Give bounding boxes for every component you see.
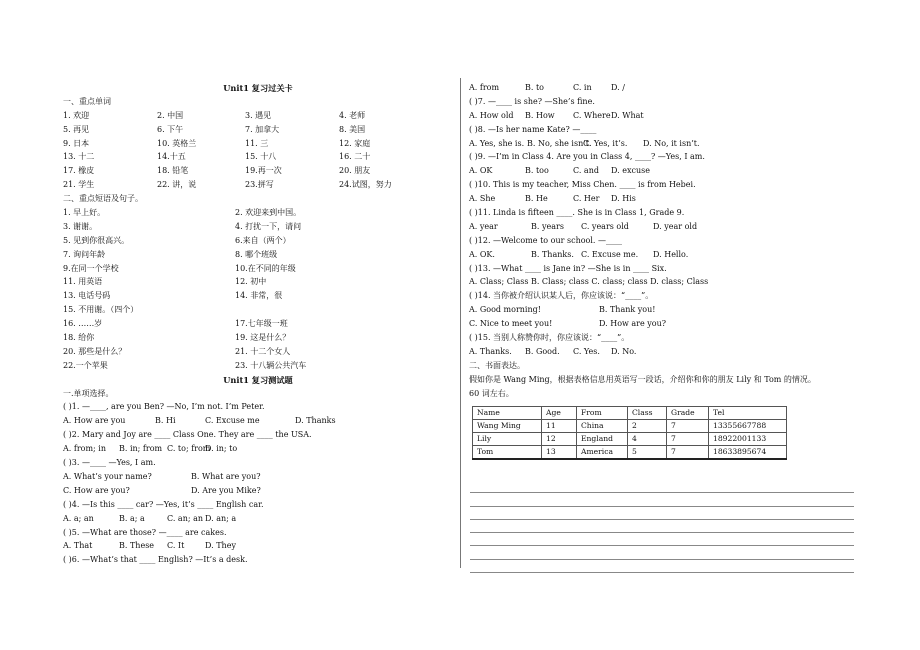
option: C. Nice to meet you! <box>469 319 553 329</box>
question-1-options <box>63 417 453 431</box>
writing-word-count: 60 词左右。 <box>469 388 514 398</box>
phrase-item: 22.一个苹果 <box>63 360 108 370</box>
word-item: 13. 十二 <box>63 152 95 162</box>
option: B. to <box>525 83 544 92</box>
table-cell: 18922001133 <box>709 433 787 446</box>
writing-area[interactable] <box>470 480 854 573</box>
phrase-item: 4. 打扰一下，请问 <box>235 221 302 231</box>
table-cell: America <box>577 446 628 460</box>
option: A. from; in <box>63 444 106 454</box>
table-cell: 12 <box>542 433 577 446</box>
phrase-item: 16. ……岁 <box>63 319 103 329</box>
option: C. Yes, it’s. <box>583 138 628 148</box>
phrases-row <box>63 320 453 334</box>
option: C. How are you? <box>63 485 130 495</box>
question-6-options <box>469 84 859 98</box>
question-2: ( )2. Mary and Joy are ____ Class One. They are ____ the USA. <box>63 430 312 440</box>
table-cell: 7 <box>667 420 709 433</box>
option: D. They <box>205 541 236 551</box>
word-item: 22. 讲，说 <box>157 180 197 190</box>
phrases-row <box>63 251 453 265</box>
option: B. Thanks. <box>531 249 574 259</box>
option: D. Are you Mike? <box>191 485 261 495</box>
word-item: 4. 老师 <box>339 110 366 120</box>
question-10: ( )10. This is my teacher, Miss Chen. ____ is from Hebei. <box>469 180 696 190</box>
option: C. an; an <box>167 513 204 523</box>
phrases-row <box>63 348 453 362</box>
option: D. an; a <box>205 513 237 523</box>
phrases-row <box>63 362 453 376</box>
word-item: 24.试图，努力 <box>339 180 392 190</box>
question-14-options-2 <box>469 320 859 334</box>
phrases-row <box>63 334 453 348</box>
option: C. Her <box>573 194 600 204</box>
phrases-row <box>63 223 453 237</box>
question-11: ( )11. Linda is fifteen ____. She is in Class 1, Grade 9. <box>469 208 685 218</box>
word-item: 23.拼写 <box>245 180 274 190</box>
word-item: 5. 再见 <box>63 124 90 134</box>
option: A. She <box>469 194 496 204</box>
option: C. Yes. <box>573 346 600 356</box>
key-words-heading: 一、重点单词 <box>63 96 111 106</box>
option: A. Good morning! <box>469 305 541 315</box>
writing-line <box>470 546 854 559</box>
question-14-options <box>469 306 859 320</box>
writing-line <box>470 480 854 493</box>
word-item: 7. 加拿大 <box>245 124 280 134</box>
writing-line <box>470 560 854 573</box>
table-row <box>473 446 787 460</box>
writing-line <box>470 520 854 533</box>
option: A. a; an <box>63 513 94 523</box>
option: D. No. <box>611 346 637 356</box>
phrase-item: 23. 十八辆公共汽车 <box>235 360 307 370</box>
table-cell: 13 <box>542 446 577 460</box>
option: C. It <box>167 541 185 551</box>
table-row <box>473 420 787 433</box>
phrase-item: 3. 谢谢。 <box>63 221 98 231</box>
phrases-row <box>63 209 453 223</box>
option: B. Thank you! <box>599 305 656 315</box>
question-3-options-2 <box>63 487 453 501</box>
table-cell: England <box>577 433 628 446</box>
table-cell: 11 <box>542 420 577 433</box>
option: B. How <box>525 110 555 120</box>
word-item: 9. 日本 <box>63 138 90 148</box>
question-15-options <box>469 348 859 362</box>
phrases-row <box>63 237 453 251</box>
question-10-options <box>469 195 859 209</box>
option: A. year <box>469 221 498 231</box>
question-9-options <box>469 167 859 181</box>
phrase-item: 8. 哪个班级 <box>235 249 278 259</box>
table-cell: 4 <box>628 433 667 446</box>
option: A. What’s your name? <box>63 471 152 481</box>
word-item: 15. 十八 <box>245 152 277 162</box>
word-item: 16. 二十 <box>339 152 371 162</box>
phrase-item: 17.七年级一班 <box>235 319 288 329</box>
option: D. Hello. <box>653 249 689 259</box>
phrase-item: 5. 见到你很高兴。 <box>63 235 130 245</box>
header-cell: Grade <box>667 407 709 420</box>
word-item: 6. 下午 <box>157 124 184 134</box>
left-column <box>63 84 453 570</box>
option: C. to; from <box>167 444 211 454</box>
option: D. What <box>611 110 644 120</box>
info-table <box>472 406 787 460</box>
option: D. in; to <box>205 444 238 454</box>
option: A. How are you <box>63 416 126 426</box>
header-cell: Tel <box>709 407 787 420</box>
option: D. How are you? <box>599 319 667 329</box>
word-item: 10. 英格兰 <box>157 138 197 148</box>
word-item: 3. 遇见 <box>245 110 272 120</box>
option: B. a; a <box>119 513 145 523</box>
option: D. No, it isn’t. <box>643 138 700 148</box>
option: D. year old <box>653 221 698 231</box>
question-4-options <box>63 515 453 529</box>
question-3-options <box>63 473 453 487</box>
option: C. years old <box>581 221 629 231</box>
writing-prompt: 假如你是 Wang Ming，根据表格信息用英语写一段话，介绍你和你的朋友 Lily 和 Tom 的情况。 <box>469 374 816 384</box>
option: A. Thanks. <box>469 346 512 356</box>
header-cell: From <box>577 407 628 420</box>
table-cell: Wang Ming <box>473 420 542 433</box>
writing-line <box>470 493 854 506</box>
option: C. Excuse me <box>205 416 260 426</box>
option: A. That <box>63 541 93 551</box>
question-15: ( )15. 当别人称赞你时，你应该说：“____”。 <box>469 333 630 343</box>
table-cell: Lily <box>473 433 542 446</box>
phrase-item: 13. 电话号码 <box>63 291 111 301</box>
phrase-item: 14. 非常，很 <box>235 291 283 301</box>
word-item: 2. 中国 <box>157 110 184 120</box>
phrase-item: 15. 不用谢。（四个） <box>63 305 139 315</box>
option: B. He <box>525 194 548 204</box>
table-cell: China <box>577 420 628 433</box>
option: B. No, she isn’t. <box>527 138 592 148</box>
table-cell: Tom <box>473 446 542 460</box>
phrase-item: 6.来自（两个） <box>235 235 291 245</box>
option: D. excuse <box>611 166 650 176</box>
phrase-item: 9.在同一个学校 <box>63 263 119 273</box>
phrase-item: 2. 欢迎来到中国。 <box>235 208 302 218</box>
question-14: ( )14. 当你被介绍认识某人后，你应该说：“____”。 <box>469 291 654 301</box>
option: C. in <box>573 83 592 92</box>
writing-line <box>470 507 854 520</box>
word-item: 17. 橡皮 <box>63 166 95 176</box>
table-header-row <box>473 407 787 420</box>
option: C. Excuse me. <box>581 249 639 259</box>
question-5: ( )5. —What are those? —____ are cakes. <box>63 527 227 537</box>
option: A. OK <box>469 166 493 176</box>
option: A. OK. <box>469 249 495 259</box>
writing-heading: 二、书面表达。 <box>469 360 525 370</box>
question-9: ( )9. —I’m in Class 4. Are you in Class 4, ____? —Yes, I am. <box>469 152 705 162</box>
word-item: 14.十五 <box>157 152 186 162</box>
word-item: 20. 朋友 <box>339 166 371 176</box>
option: B. too <box>525 166 549 176</box>
single-choice-heading: 一.单项选择。 <box>63 388 114 398</box>
table-cell: 2 <box>628 420 667 433</box>
question-1: ( )1. —____, are you Ben? —No, I’m not. I’m Peter. <box>63 402 265 412</box>
question-6: ( )6. —What’s that ____ English? —It’s a desk. <box>63 555 248 565</box>
question-12: ( )12. —Welcome to our school. —____ <box>469 235 622 245</box>
option: A. Yes, she is. <box>469 138 525 148</box>
word-item: 18. 铅笔 <box>157 166 189 176</box>
word-item: 11. 三 <box>245 138 269 148</box>
phrase-item: 7. 询问年龄 <box>63 249 106 259</box>
review-card-title: Unit1 复习过关卡 <box>223 83 293 93</box>
phrase-item: 19. 这是什么？ <box>235 333 291 343</box>
option: C. Where <box>573 110 611 120</box>
question-11-options <box>469 223 859 237</box>
question-7-options <box>469 112 859 126</box>
word-item: 12. 家庭 <box>339 138 371 148</box>
phrase-item: 10.在不同的年级 <box>235 263 296 273</box>
option: B. Good. <box>525 346 560 356</box>
question-2-options <box>63 445 453 459</box>
header-cell: Age <box>542 407 577 420</box>
words-row <box>63 112 453 126</box>
question-3: ( )3. —____ —Yes, I am. <box>63 458 156 468</box>
right-column <box>469 84 859 403</box>
question-7: ( )7. —____ is she? —She’s fine. <box>469 96 595 106</box>
test-title: Unit1 复习测试题 <box>223 374 293 385</box>
question-13-options: A. Class; Class B. Class; class C. class; class D. class; Class <box>469 277 709 287</box>
question-8-options <box>469 140 859 154</box>
option: C. and <box>573 166 599 176</box>
option: A. How old <box>469 110 514 120</box>
table-row <box>473 433 787 446</box>
option: B. These <box>119 541 155 551</box>
question-8: ( )8. —Is her name Kate? —____ <box>469 124 597 134</box>
phrase-item: 1. 早上好。 <box>63 208 106 218</box>
table-cell: 7 <box>667 433 709 446</box>
table-cell: 5 <box>628 446 667 460</box>
option: B. What are you? <box>191 471 261 481</box>
phrase-item: 11. 用英语 <box>63 277 103 287</box>
option: A. from <box>469 83 500 92</box>
table-cell: 7 <box>667 446 709 460</box>
column-divider <box>460 78 461 568</box>
table-cell: 13355667788 <box>709 420 787 433</box>
question-13: ( )13. —What ____ is Jane in? —She is in ____ Six. <box>469 263 667 273</box>
question-4: ( )4. —Is this ____ car? —Yes, it’s ____ English car. <box>63 499 264 509</box>
word-item: 1. 欢迎 <box>63 110 90 120</box>
word-item: 8. 美国 <box>339 124 366 134</box>
words-row <box>63 126 453 140</box>
phrase-item: 18. 给你 <box>63 333 95 343</box>
table-cell: 18633895674 <box>709 446 787 460</box>
option: D. His <box>611 194 636 204</box>
phrase-item: 21. 十二个女人 <box>235 346 291 356</box>
word-item: 21. 学生 <box>63 180 95 190</box>
question-12-options <box>469 251 859 265</box>
key-phrases-heading: 二、重点短语及句子。 <box>63 194 143 204</box>
writing-line <box>470 533 854 546</box>
question-5-options <box>63 542 453 556</box>
phrase-item: 20. 那些是什么？ <box>63 346 127 356</box>
option: D. / <box>611 83 625 92</box>
phrase-item: 12. 初中 <box>235 277 267 287</box>
option: B. years <box>531 221 564 231</box>
header-cell: Class <box>628 407 667 420</box>
option: B. Hi <box>155 416 176 426</box>
option: B. in; from <box>119 444 163 454</box>
header-cell: Name <box>473 407 542 420</box>
option: D. Thanks <box>295 416 336 426</box>
word-item: 19.再一次 <box>245 166 282 176</box>
